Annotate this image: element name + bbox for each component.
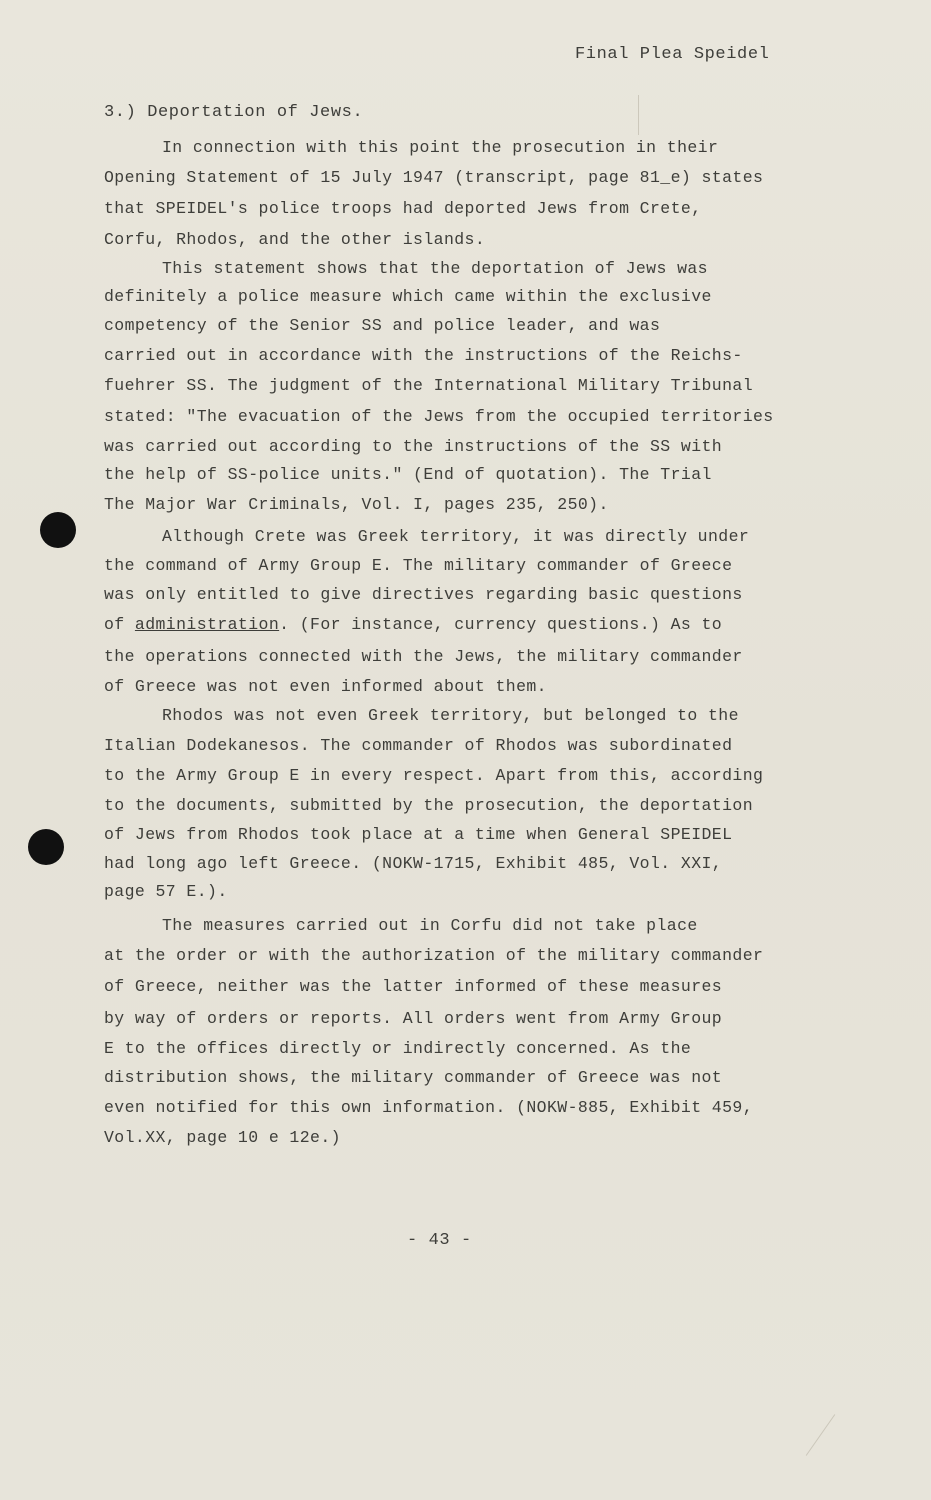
text-line: page 57 E.). <box>104 882 228 901</box>
punch-hole <box>28 829 64 865</box>
text-line: Although Crete was Greek territory, it was directly under <box>162 527 750 546</box>
text-line: had long ago left Greece. (NOKW-1715, Exhibit 485, Vol. XXI, <box>104 854 723 873</box>
text-line: the operations connected with the Jews, the military commander <box>104 647 743 666</box>
text-line: by way of orders or reports. All orders went from Army Group <box>104 1009 723 1028</box>
text-line: The measures carried out in Corfu did not take place <box>162 916 698 935</box>
text-line: to the Army Group E in every respect. Apart from this, according <box>104 766 764 785</box>
text-line: the help of SS-police units." (End of quotation). The Trial <box>104 465 712 484</box>
text-line: In connection with this point the prosecution in their <box>162 138 719 157</box>
text-line: that SPEIDEL's police troops had deported Jews from Crete, <box>104 199 702 218</box>
text-line: distribution shows, the military commander of Greece was not <box>104 1068 723 1087</box>
text-line: This statement shows that the deportation of Jews was <box>162 259 708 278</box>
text-line: even notified for this own information. (NOKW-885, Exhibit 459, <box>104 1098 754 1117</box>
text-line: competency of the Senior SS and police leader, and was <box>104 316 661 335</box>
text-line: carried out in accordance with the instructions of the Reichs- <box>104 346 743 365</box>
text-line: to the documents, submitted by the prosecution, the deportation <box>104 796 754 815</box>
text-line: Corfu, Rhodos, and the other islands. <box>104 230 486 249</box>
text-line: at the order or with the authorization of the military commander <box>104 946 764 965</box>
text-line: of Greece was not even informed about them. <box>104 677 547 696</box>
paper-mark <box>806 1414 835 1456</box>
text-line: The Major War Criminals, Vol. I, pages 235, 250). <box>104 495 609 514</box>
text-line: stated: "The evacuation of the Jews from the occupied territories <box>104 407 774 426</box>
text-segment: . (For instance, currency questions.) As to <box>279 615 723 634</box>
text-line: of Greece, neither was the latter informed of these measures <box>104 977 723 996</box>
text-line: the command of Army Group E. The military commander of Greece <box>104 556 733 575</box>
text-segment: of <box>104 615 135 634</box>
text-line: was only entitled to give directives regarding basic questions <box>104 585 743 604</box>
text-line: Rhodos was not even Greek territory, but belonged to the <box>162 706 739 725</box>
underlined-word: administration <box>134 615 280 634</box>
page-number: - 43 - <box>407 1231 472 1250</box>
paper-mark <box>638 95 639 135</box>
text-line: was carried out according to the instructions of the SS with <box>104 437 723 456</box>
text-line: Opening Statement of 15 July 1947 (transcript, page 81_e) states <box>104 168 764 187</box>
punch-hole <box>40 512 76 548</box>
text-line: Italian Dodekanesos. The commander of Rhodos was subordinated <box>104 736 733 755</box>
text-line: of Jews from Rhodos took place at a time when General SPEIDEL <box>104 825 733 844</box>
section-heading: 3.) Deportation of Jews. <box>104 103 364 122</box>
text-line: definitely a police measure which came within the exclusive <box>104 287 712 306</box>
text-line <box>104 615 722 635</box>
text-line: Vol.XX, page 10 e 12e.) <box>104 1128 341 1147</box>
text-line: E to the offices directly or indirectly concerned. As the <box>104 1039 692 1058</box>
page-header: Final Plea Speidel <box>575 45 770 64</box>
text-line: fuehrer SS. The judgment of the International Military Tribunal <box>104 376 754 395</box>
